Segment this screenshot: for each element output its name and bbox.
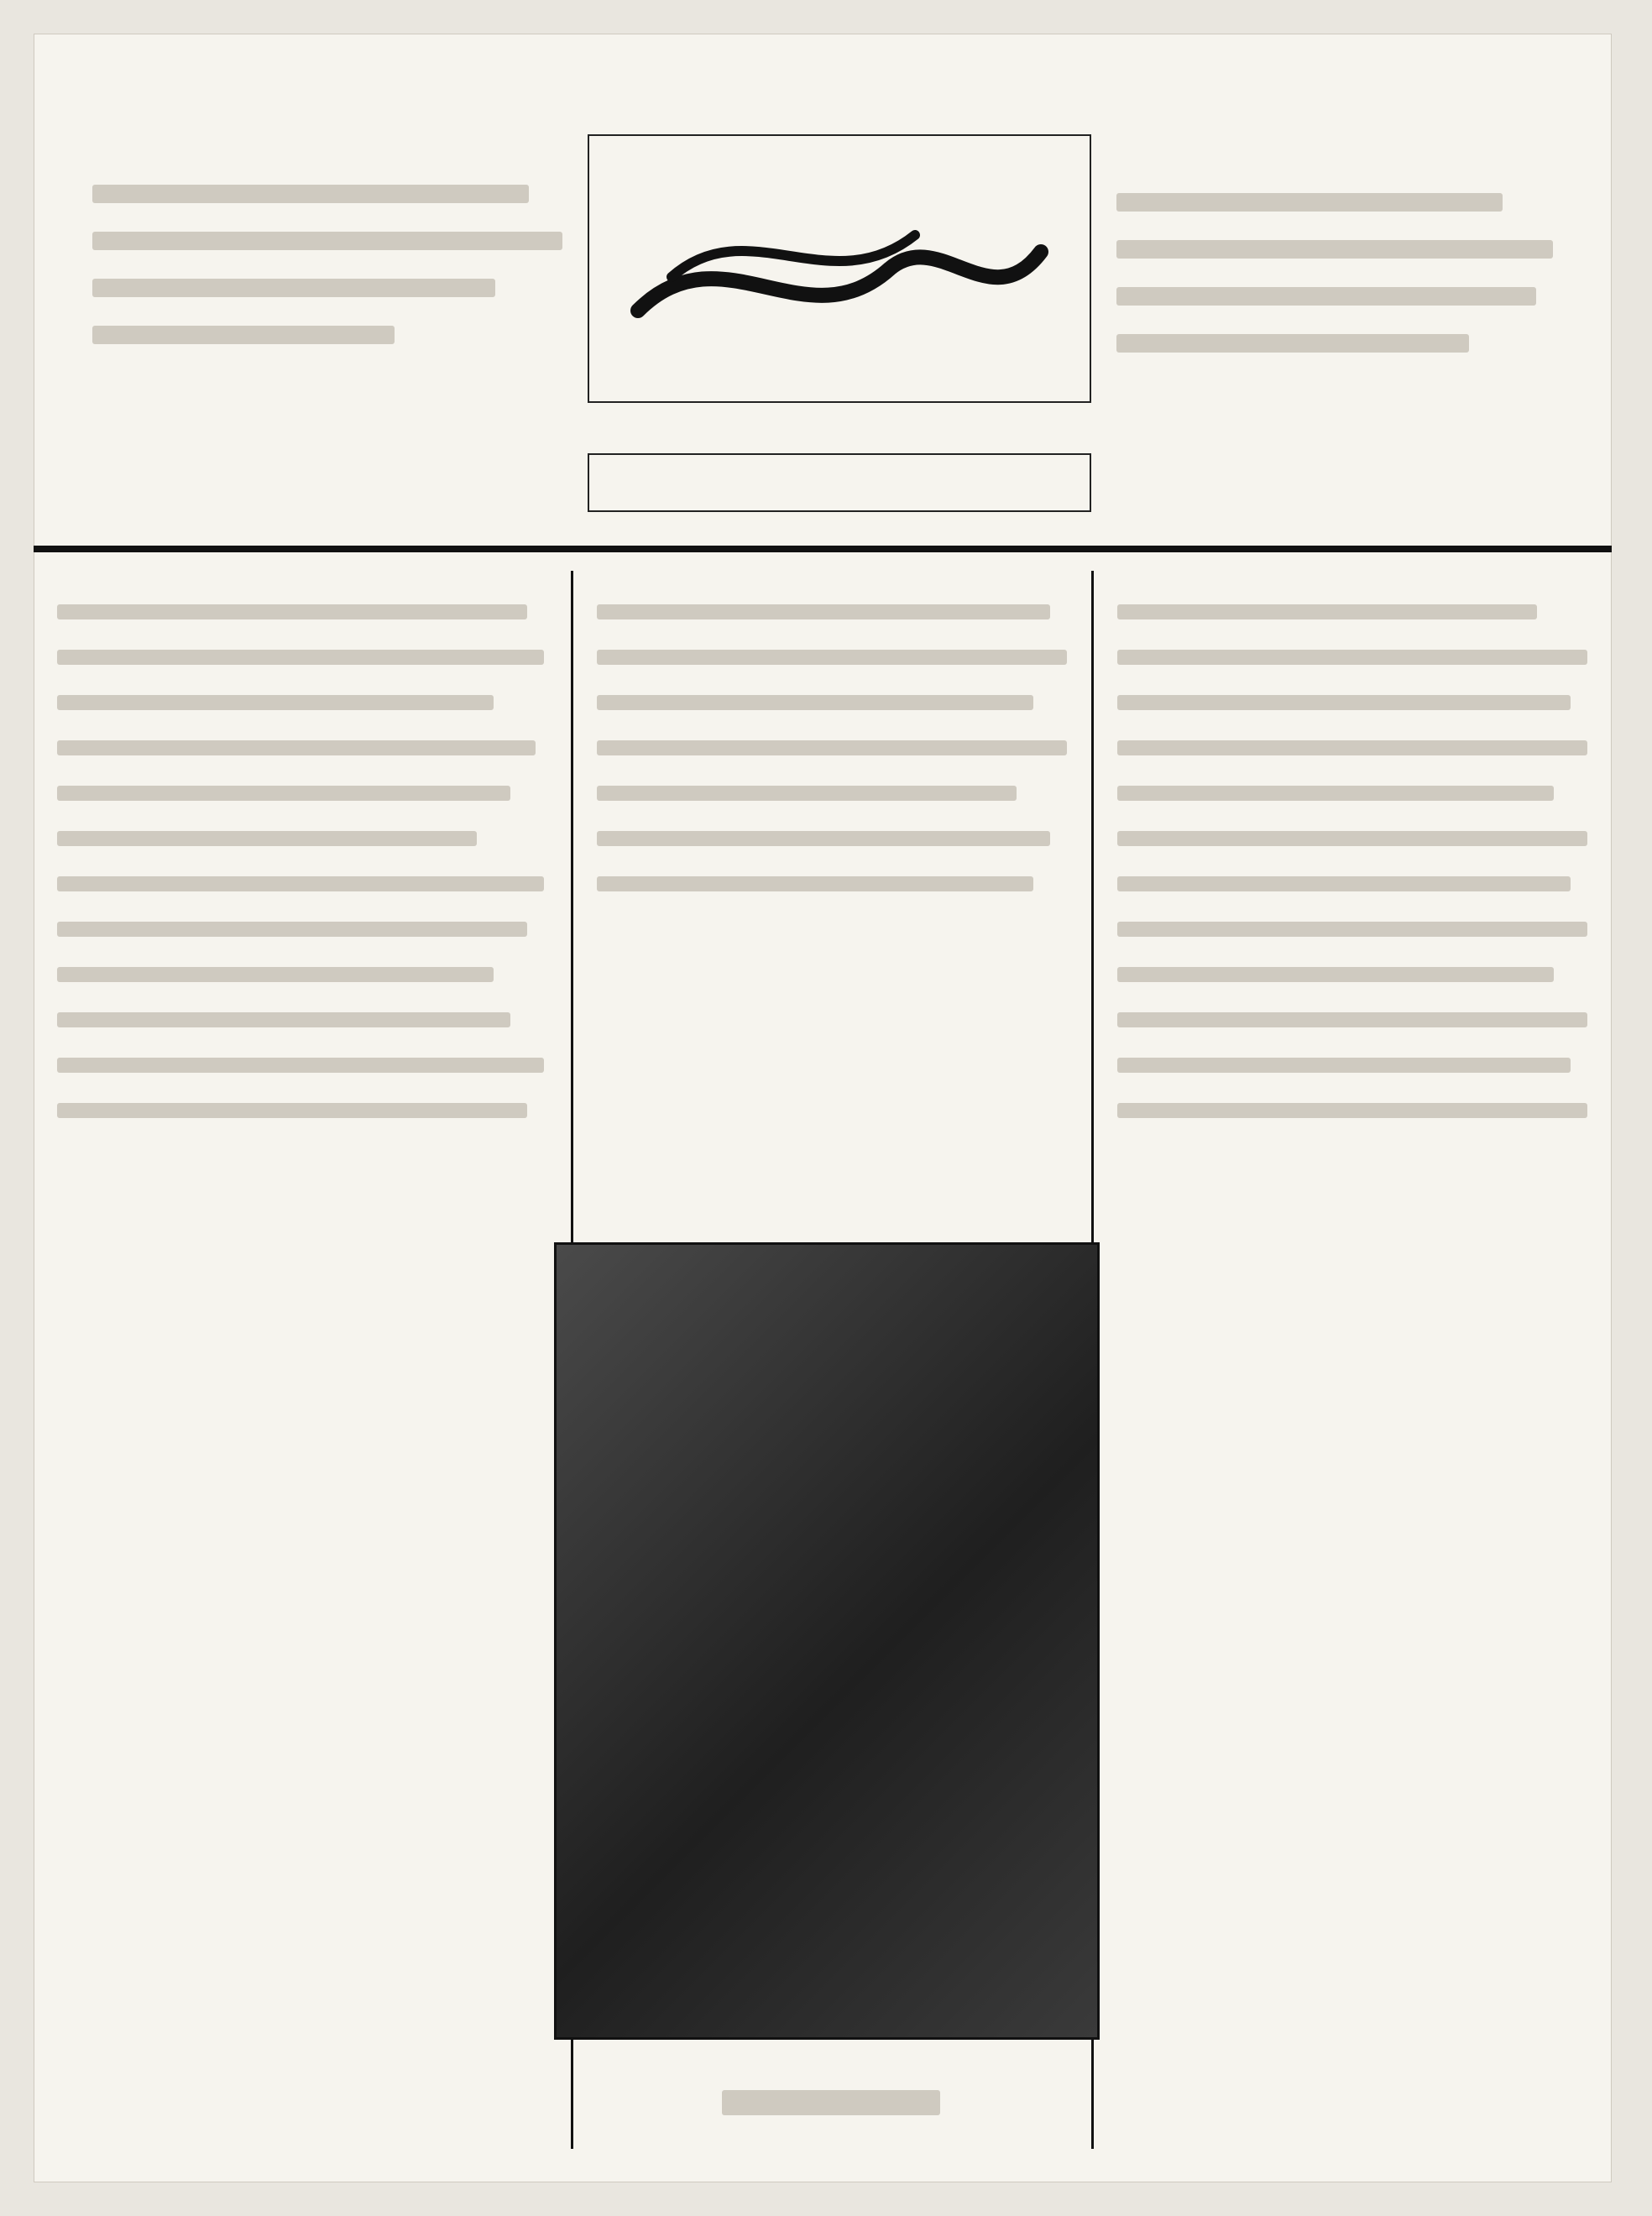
text-line bbox=[92, 279, 495, 297]
text-line bbox=[597, 786, 1017, 801]
text-line bbox=[1117, 831, 1587, 846]
column-left bbox=[34, 571, 571, 2149]
text-line bbox=[1117, 695, 1571, 710]
text-line bbox=[1116, 193, 1503, 212]
column-right bbox=[1091, 571, 1612, 2149]
text-line bbox=[1117, 604, 1537, 619]
text-line bbox=[597, 650, 1067, 665]
masthead-left-block bbox=[92, 185, 562, 487]
photo bbox=[554, 1242, 1100, 2040]
text-line bbox=[57, 740, 536, 755]
text-line bbox=[1116, 334, 1469, 353]
text-line bbox=[1117, 740, 1587, 755]
text-line bbox=[597, 604, 1050, 619]
text-line bbox=[57, 1012, 510, 1027]
subtitle-mark bbox=[588, 453, 1091, 512]
text-line bbox=[57, 922, 527, 937]
text-line bbox=[597, 831, 1050, 846]
text-line bbox=[57, 876, 544, 891]
text-line bbox=[57, 786, 510, 801]
text-line bbox=[1117, 922, 1587, 937]
title-mark bbox=[588, 134, 1091, 403]
text-line bbox=[1117, 876, 1571, 891]
text-line bbox=[1117, 1058, 1571, 1073]
text-line bbox=[1116, 287, 1536, 306]
masthead-right-block bbox=[1116, 193, 1553, 504]
masthead-center-block bbox=[588, 134, 1091, 520]
text-line bbox=[1117, 967, 1554, 982]
text-line bbox=[57, 1058, 544, 1073]
text-line bbox=[597, 740, 1067, 755]
text-line bbox=[57, 1103, 527, 1118]
text-line bbox=[57, 604, 527, 619]
text-line bbox=[57, 831, 477, 846]
text-line bbox=[57, 650, 544, 665]
text-line bbox=[597, 695, 1033, 710]
newspaper-page bbox=[34, 34, 1612, 2182]
text-line bbox=[1117, 1103, 1587, 1118]
text-line bbox=[1117, 786, 1554, 801]
text-line bbox=[57, 967, 494, 982]
text-line bbox=[1117, 650, 1587, 665]
text-line bbox=[1117, 1012, 1587, 1027]
text-line bbox=[1116, 240, 1553, 259]
text-line bbox=[57, 695, 494, 710]
text-line bbox=[92, 326, 395, 344]
masthead bbox=[34, 34, 1612, 552]
calligraphic-title-icon bbox=[621, 176, 1058, 361]
photo-caption-mark bbox=[722, 2090, 940, 2115]
text-line bbox=[92, 232, 562, 250]
text-line bbox=[92, 185, 529, 203]
text-line bbox=[597, 876, 1033, 891]
